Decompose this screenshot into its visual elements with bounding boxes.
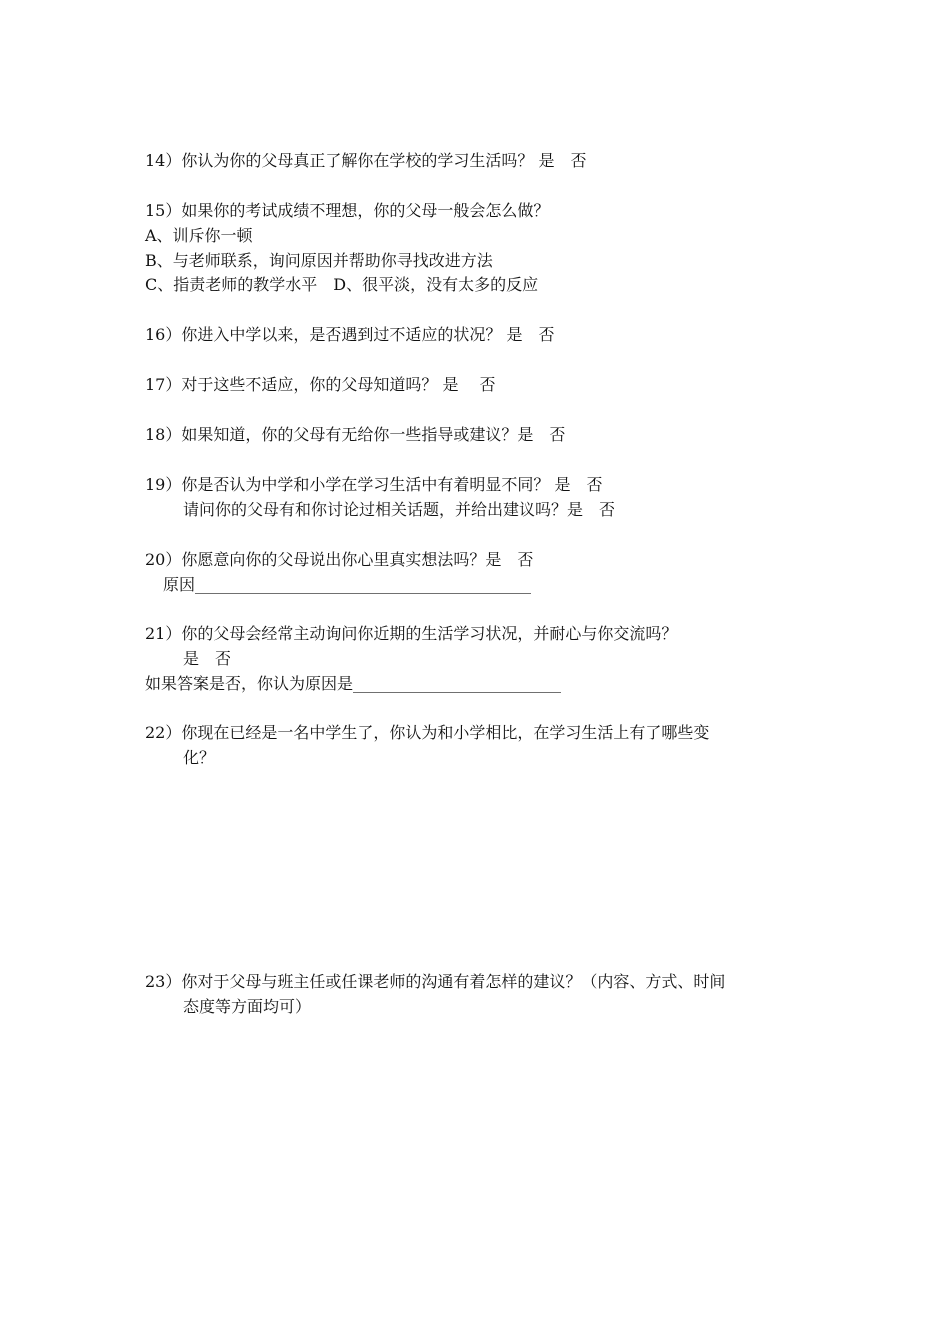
question-17: 17）对于这些不适应，你的父母知道吗？ 是 否 — [145, 375, 496, 394]
question-20-reason-blank[interactable]: 原因__________________________________________ — [163, 575, 532, 594]
question-22-continued: 化？ — [183, 748, 216, 767]
question-21-answer: 是 否 — [183, 649, 232, 668]
question-21-reason-blank[interactable]: 如果答案是否，你认为原因是__________________________ — [145, 674, 562, 693]
question-15-option-a: A、训斥你一顿 — [145, 226, 253, 245]
question-18: 18）如果知道，你的父母有无给你一些指导或建议？是 否 — [145, 425, 566, 444]
question-16: 16）你进入中学以来，是否遇到过不适应的状况？ 是 否 — [145, 325, 555, 344]
question-14: 14）你认为你的父母真正了解你在学校的学习生活吗？ 是 否 — [145, 151, 587, 170]
question-22: 22）你现在已经是一名中学生了，你认为和小学相比，在学习生活上有了哪些变 — [145, 723, 710, 742]
question-23-continued: 态度等方面均可） — [183, 997, 312, 1016]
question-23: 23）你对于父母与班主任或任课老师的沟通有着怎样的建议？（内容、方式、时间 — [145, 972, 726, 991]
question-19: 19）你是否认为中学和小学在学习生活中有着明显不同？ 是 否 — [145, 475, 603, 494]
question-21: 21）你的父母会经常主动询问你近期的生活学习状况，并耐心与你交流吗？ — [145, 624, 678, 643]
question-15: 15）如果你的考试成绩不理想，你的父母一般会怎么做？ — [145, 201, 550, 220]
question-20: 20）你愿意向你的父母说出你心里真实想法吗？是 否 — [145, 550, 534, 569]
question-19-followup: 请问你的父母有和你讨论过相关话题，并给出建议吗？是 否 — [183, 500, 616, 519]
question-15-option-cd: C、指责老师的教学水平 D、很平淡，没有太多的反应 — [145, 275, 539, 294]
question-15-option-b: B、与老师联系，询问原因并帮助你寻找改进方法 — [145, 251, 493, 270]
